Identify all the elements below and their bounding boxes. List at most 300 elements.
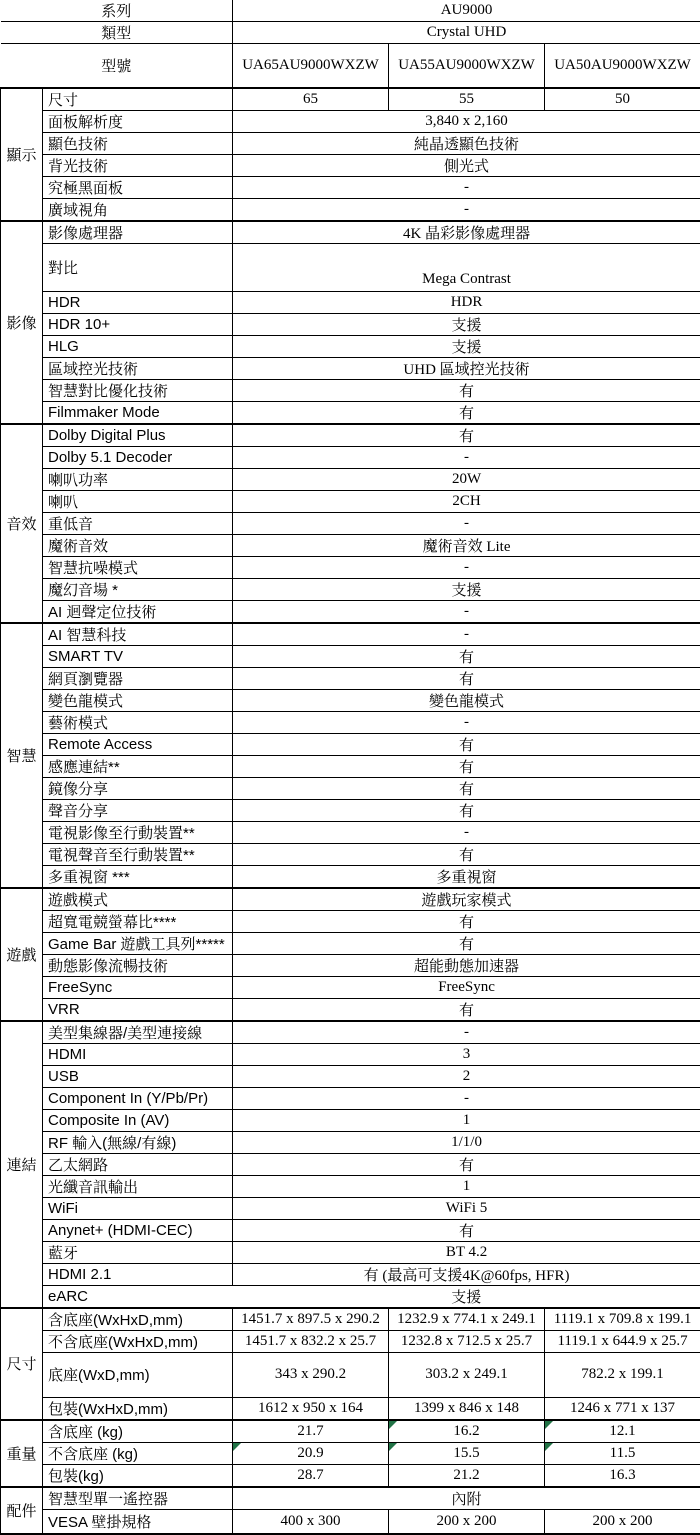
header-row — [1, 44, 700, 88]
spec-label-text: 智慧抗噪模式 — [48, 560, 138, 577]
spec-value-text: 超能動態加速器 — [414, 959, 519, 975]
spec-value-text: 側光式 — [444, 159, 489, 175]
group-label-text: 音效 — [6, 516, 36, 533]
spec-value — [233, 1420, 389, 1443]
spec-value — [389, 1397, 545, 1420]
spec-value — [233, 711, 700, 733]
spec-label — [43, 932, 233, 954]
model-number-text: UA55AU9000WXZW — [398, 57, 535, 73]
spec-value — [233, 198, 700, 221]
spec-label — [43, 198, 233, 221]
spec-row — [1, 424, 700, 447]
spec-value — [233, 1087, 700, 1109]
spec-value — [233, 534, 700, 556]
spec-row — [1, 243, 700, 291]
spec-value-text: 有 — [459, 1224, 474, 1240]
spec-row — [1, 689, 700, 711]
spec-label-text: 喇叭功率 — [48, 472, 108, 489]
spec-row — [1, 176, 700, 198]
spec-value-text: 50 — [615, 91, 630, 107]
spec-value — [233, 1397, 389, 1420]
spec-label — [43, 132, 233, 154]
spec-value-text: UHD 區域控光技術 — [403, 362, 529, 378]
spec-label-text: Anynet+ (HDMI-CEC) — [48, 1222, 193, 1239]
spec-value — [233, 1285, 700, 1308]
header-label-text: 類型 — [101, 25, 131, 42]
spec-value-text: 1451.7 x 897.5 x 290.2 — [241, 1311, 380, 1327]
spec-label — [43, 998, 233, 1021]
spec-row — [1, 110, 700, 132]
spec-label-text: Dolby 5.1 Decoder — [48, 449, 172, 466]
spec-value — [389, 1308, 545, 1331]
spec-value — [233, 1241, 700, 1263]
spec-row — [1, 821, 700, 843]
group-label — [1, 1308, 43, 1421]
spec-value — [233, 1487, 700, 1510]
spec-value-text: 21.2 — [453, 1467, 479, 1483]
spec-value — [233, 88, 389, 111]
spec-value — [389, 1330, 545, 1352]
spec-value-text: 支援 — [452, 583, 482, 599]
spec-value — [233, 1352, 389, 1397]
spec-value — [545, 1308, 700, 1331]
spec-row — [1, 154, 700, 176]
spec-value-text: - — [464, 449, 469, 465]
spec-row — [1, 379, 700, 401]
spec-value-text: 支援 — [452, 340, 482, 356]
spec-value — [545, 88, 700, 111]
spec-label — [43, 578, 233, 600]
spec-label — [43, 1175, 233, 1197]
spec-value-text: 支援 — [452, 318, 482, 334]
spec-value — [233, 932, 700, 954]
spec-label-text: 不含底座(WxHxD,mm) — [48, 1334, 198, 1351]
spec-value — [233, 446, 700, 468]
spec-value — [545, 1465, 700, 1488]
header-row — [1, 0, 700, 22]
spec-value — [545, 1510, 700, 1534]
spec-row — [1, 843, 700, 865]
spec-value-text: - — [464, 201, 469, 217]
spec-label-text: 包裝(WxHxD,mm) — [48, 1401, 168, 1418]
spec-label-text: 對比 — [48, 260, 78, 277]
spec-row — [1, 623, 700, 646]
header-label-text: 型號 — [101, 58, 131, 75]
spec-value — [389, 1465, 545, 1488]
spec-label-text: HDR — [48, 294, 81, 311]
spec-value — [233, 799, 700, 821]
spec-value-text: 有 — [459, 650, 474, 666]
spec-value-text: 有 — [459, 915, 474, 931]
spec-label-text: AI 迴聲定位技術 — [48, 604, 156, 621]
spec-label-text: Remote Access — [48, 736, 152, 753]
spec-label — [43, 1087, 233, 1109]
spec-value — [233, 623, 700, 646]
spec-label-text: VESA 壁掛規格 — [48, 1514, 151, 1531]
spec-label-text: 智慧型單一遙控器 — [48, 1491, 168, 1508]
spec-label-text: HDMI — [48, 1046, 86, 1063]
spec-value-text: 內附 — [452, 1492, 482, 1508]
spec-row — [1, 1308, 700, 1331]
group-label-text: 連結 — [6, 1157, 36, 1174]
spec-value — [233, 424, 700, 447]
spec-label-text: 動態影像流暢技術 — [48, 958, 168, 975]
spec-label — [43, 910, 233, 932]
spec-label — [43, 313, 233, 335]
spec-value — [233, 821, 700, 843]
spec-row — [1, 1153, 700, 1175]
group-label — [1, 88, 43, 221]
spec-value — [233, 888, 700, 911]
spec-value-text: - — [464, 714, 469, 730]
spec-label-text: 聲音分享 — [48, 803, 108, 820]
spec-label — [43, 291, 233, 313]
spec-label-text: AI 智慧科技 — [48, 627, 126, 644]
spec-label-text: FreeSync — [48, 979, 112, 996]
spec-label — [43, 468, 233, 490]
group-label-text: 影像 — [6, 315, 36, 332]
spec-value-text: 3 — [463, 1046, 471, 1062]
group-label — [1, 888, 43, 1021]
spec-value-text: 3,840 x 2,160 — [425, 113, 508, 129]
spec-label-text: 不含底座 (kg) — [48, 1446, 138, 1463]
spec-label-text: 喇叭 — [48, 494, 78, 511]
spec-label — [43, 176, 233, 198]
spec-label — [43, 1153, 233, 1175]
spec-value — [545, 1443, 700, 1465]
spec-label-text: 面板解析度 — [48, 114, 123, 131]
spec-value — [233, 512, 700, 534]
spec-row — [1, 1443, 700, 1465]
spec-value — [233, 243, 700, 291]
spec-row — [1, 998, 700, 1021]
spec-value-text: - — [464, 626, 469, 642]
spec-value — [233, 755, 700, 777]
spec-label — [43, 424, 233, 447]
model-number — [233, 44, 389, 88]
spec-label — [43, 556, 233, 578]
spec-value — [233, 291, 700, 313]
spec-row — [1, 291, 700, 313]
comment-marker-icon — [389, 1443, 397, 1451]
model-number-text: UA65AU9000WXZW — [242, 57, 379, 73]
group-label — [1, 424, 43, 623]
spec-value-text: Mega Contrast — [422, 271, 511, 287]
spec-value-text: 2CH — [452, 493, 480, 509]
spec-value-text: 16.2 — [453, 1423, 479, 1439]
spec-row — [1, 1465, 700, 1488]
comment-marker-icon — [545, 1421, 553, 1429]
spec-label — [43, 1219, 233, 1241]
spec-value — [233, 1263, 700, 1285]
spec-label — [43, 379, 233, 401]
model-number-text: UA50AU9000WXZW — [554, 57, 691, 73]
spec-label-text: 美型集線器/美型連接線 — [48, 1025, 202, 1042]
header-label — [1, 44, 233, 88]
spec-value-text: 303.2 x 249.1 — [425, 1366, 508, 1382]
spec-value-text: - — [464, 515, 469, 531]
spec-label — [43, 1510, 233, 1534]
spec-label — [43, 1131, 233, 1153]
spec-label — [43, 1109, 233, 1131]
spec-label — [43, 645, 233, 667]
header-value-text: AU9000 — [441, 2, 493, 18]
spec-row — [1, 1109, 700, 1131]
spec-label-text: Component In (Y/Pb/Pr) — [48, 1090, 208, 1107]
spec-value — [233, 976, 700, 998]
spec-value — [233, 1131, 700, 1153]
spec-value — [389, 1352, 545, 1397]
spec-value — [233, 357, 700, 379]
spec-label-text: 智慧對比優化技術 — [48, 383, 168, 400]
spec-value — [233, 1065, 700, 1087]
spec-value — [545, 1420, 700, 1443]
spec-label-text: Game Bar 遊戲工具列***** — [48, 936, 225, 953]
spec-label — [43, 1241, 233, 1263]
spec-label-text: 光纖音訊輸出 — [48, 1179, 138, 1196]
spec-label-text: 影像處理器 — [48, 225, 123, 242]
spec-label — [43, 154, 233, 176]
spec-value — [233, 1443, 389, 1465]
header-value-text: Crystal UHD — [427, 24, 507, 40]
spec-value-text: 有 — [459, 782, 474, 798]
spec-row — [1, 954, 700, 976]
spec-row — [1, 401, 700, 424]
spec-row — [1, 799, 700, 821]
spec-value-text: 1232.8 x 712.5 x 25.7 — [401, 1333, 532, 1349]
spec-value-text: 55 — [459, 91, 474, 107]
spec-value-text: 400 x 300 — [281, 1513, 341, 1529]
spec-label — [43, 1330, 233, 1352]
spec-row — [1, 1131, 700, 1153]
spec-value-text: 20W — [452, 471, 481, 487]
spec-row — [1, 1352, 700, 1397]
spec-label-text: RF 輸入(無線/有線) — [48, 1135, 176, 1152]
spec-value — [233, 1043, 700, 1065]
spec-label — [43, 689, 233, 711]
spec-label — [43, 1065, 233, 1087]
spec-row — [1, 1285, 700, 1308]
spec-value-text: 1232.9 x 774.1 x 249.1 — [397, 1311, 536, 1327]
spec-value-text: 21.7 — [297, 1423, 323, 1439]
spec-value — [233, 689, 700, 711]
spec-row — [1, 1510, 700, 1534]
spec-value-text: 1451.7 x 832.2 x 25.7 — [245, 1333, 376, 1349]
spec-value — [545, 1352, 700, 1397]
spec-value — [389, 1420, 545, 1443]
group-label-text: 配件 — [6, 1503, 36, 1520]
spec-label — [43, 110, 233, 132]
spec-value — [233, 600, 700, 623]
spec-row — [1, 490, 700, 512]
spec-label-text: 魔術音效 — [48, 538, 108, 555]
spec-row — [1, 468, 700, 490]
spec-value-text: - — [464, 179, 469, 195]
spec-row — [1, 1219, 700, 1241]
spec-label — [43, 1420, 233, 1443]
spec-value-text: 15.5 — [453, 1445, 479, 1461]
spec-value — [233, 401, 700, 424]
spec-value-text: 1612 x 950 x 164 — [258, 1400, 363, 1416]
spec-label — [43, 88, 233, 111]
spec-value-text: 有 — [459, 738, 474, 754]
spec-label-text: 底座(WxD,mm) — [48, 1367, 150, 1384]
spec-label-text: 魔幻音場 * — [48, 582, 118, 599]
header-label-text: 系列 — [101, 3, 131, 20]
spec-value-text: 1 — [463, 1112, 471, 1128]
spec-label-text: SMART TV — [48, 648, 123, 665]
spec-label-text: eARC — [48, 1288, 88, 1305]
spec-label-text: Composite In (AV) — [48, 1112, 169, 1129]
spec-value — [233, 733, 700, 755]
spec-value-text: 有 — [459, 760, 474, 776]
spec-label-text: 藝術模式 — [48, 715, 108, 732]
spec-value — [233, 556, 700, 578]
spec-label — [43, 865, 233, 888]
spec-label — [43, 1308, 233, 1331]
spec-label — [43, 888, 233, 911]
group-label-text: 重量 — [6, 1446, 36, 1463]
spec-label-text: 重低音 — [48, 516, 93, 533]
spec-label-text: 背光技術 — [48, 158, 108, 175]
spec-value — [233, 468, 700, 490]
spec-row — [1, 335, 700, 357]
spec-value — [233, 954, 700, 976]
spec-row — [1, 88, 700, 111]
spec-label — [43, 755, 233, 777]
spec-row — [1, 1420, 700, 1443]
spec-label — [43, 1465, 233, 1488]
spec-label — [43, 446, 233, 468]
spec-value-text: 782.2 x 199.1 — [581, 1366, 664, 1382]
spec-label-text: 網頁瀏覽器 — [48, 671, 123, 688]
spec-label — [43, 243, 233, 291]
group-label — [1, 623, 43, 888]
spec-row — [1, 1021, 700, 1044]
spec-value-text: FreeSync — [438, 979, 495, 995]
group-label-text: 尺寸 — [6, 1356, 36, 1373]
comment-marker-icon — [389, 1421, 397, 1429]
spec-row — [1, 976, 700, 998]
spec-label-text: 感應連結** — [48, 759, 120, 776]
spec-value — [389, 88, 545, 111]
spec-value-text: 有 — [459, 1003, 474, 1019]
spec-value-text: 1/1/0 — [451, 1134, 482, 1150]
spec-label — [43, 490, 233, 512]
spec-label — [43, 799, 233, 821]
spec-label-text: Filmmaker Mode — [48, 404, 160, 421]
spec-value — [233, 132, 700, 154]
spec-value-text: 20.9 — [297, 1445, 323, 1461]
spec-label-text: 區域控光技術 — [48, 361, 138, 378]
spec-label — [43, 667, 233, 689]
comment-marker-icon — [545, 1443, 553, 1451]
spec-label — [43, 711, 233, 733]
spec-value — [233, 578, 700, 600]
spec-row — [1, 578, 700, 600]
spec-row — [1, 910, 700, 932]
spec-row — [1, 600, 700, 623]
spec-row — [1, 512, 700, 534]
spec-value-text: WiFi 5 — [446, 1200, 487, 1216]
spec-label — [43, 954, 233, 976]
spec-value — [233, 1153, 700, 1175]
spec-value-text: 遊戲玩家模式 — [422, 893, 512, 909]
group-label — [1, 1420, 43, 1487]
spec-value — [233, 313, 700, 335]
spec-value-text: 變色龍模式 — [429, 694, 504, 710]
comment-marker-icon — [233, 1443, 241, 1451]
spec-label-text: 多重視窗 *** — [48, 869, 130, 886]
spec-row — [1, 446, 700, 468]
spec-label — [43, 1285, 233, 1308]
spec-value-text: 1 — [463, 1178, 471, 1194]
spec-value-text: HDR — [451, 294, 483, 310]
spec-value-text: 有 — [459, 848, 474, 864]
spec-row — [1, 1330, 700, 1352]
spec-label-text: USB — [48, 1068, 79, 1085]
spec-label — [43, 512, 233, 534]
spec-label — [43, 401, 233, 424]
spec-label-text: WiFi — [48, 1200, 78, 1217]
header-value — [233, 0, 700, 22]
spec-row — [1, 667, 700, 689]
spec-value — [545, 1397, 700, 1420]
spec-row — [1, 645, 700, 667]
spec-label-text: 電視聲音至行動裝置** — [48, 847, 195, 864]
spec-row — [1, 1087, 700, 1109]
spec-label-text: 乙太網路 — [48, 1157, 108, 1174]
spec-value — [233, 176, 700, 198]
spec-value — [389, 1443, 545, 1465]
spec-label-text: 究極黑面板 — [48, 180, 123, 197]
spec-label-text: 廣域視角 — [48, 202, 108, 219]
spec-label — [43, 1487, 233, 1510]
spec-row — [1, 733, 700, 755]
spec-value — [545, 1330, 700, 1352]
spec-value-text: 1399 x 846 x 148 — [414, 1400, 519, 1416]
spec-label — [43, 357, 233, 379]
group-label — [1, 1487, 43, 1534]
spec-value — [233, 1510, 389, 1534]
spec-value — [233, 1465, 389, 1488]
spec-value-text: 200 x 200 — [437, 1513, 497, 1529]
spec-row — [1, 755, 700, 777]
group-label-text: 智慧 — [6, 748, 36, 765]
spec-value-text: 有 — [459, 937, 474, 953]
spec-value — [233, 1219, 700, 1241]
spec-row — [1, 1043, 700, 1065]
spec-value — [233, 865, 700, 888]
spec-row — [1, 711, 700, 733]
spec-row — [1, 1197, 700, 1219]
spec-row — [1, 1397, 700, 1420]
spec-label — [43, 733, 233, 755]
spec-label — [43, 1397, 233, 1420]
spec-value-text: 有 — [459, 429, 474, 445]
spec-value-text: 有 — [459, 384, 474, 400]
spec-label-text: Dolby Digital Plus — [48, 427, 166, 444]
spec-label — [43, 1263, 233, 1285]
spec-value-text: 多重視窗 — [437, 870, 497, 886]
spec-value — [233, 1197, 700, 1219]
spec-row — [1, 865, 700, 888]
spec-value-text: 28.7 — [297, 1467, 323, 1483]
spec-row — [1, 534, 700, 556]
spec-value-text: 支援 — [451, 1290, 481, 1306]
spec-value-text: 1119.1 x 644.9 x 25.7 — [557, 1333, 687, 1349]
spec-row — [1, 888, 700, 911]
